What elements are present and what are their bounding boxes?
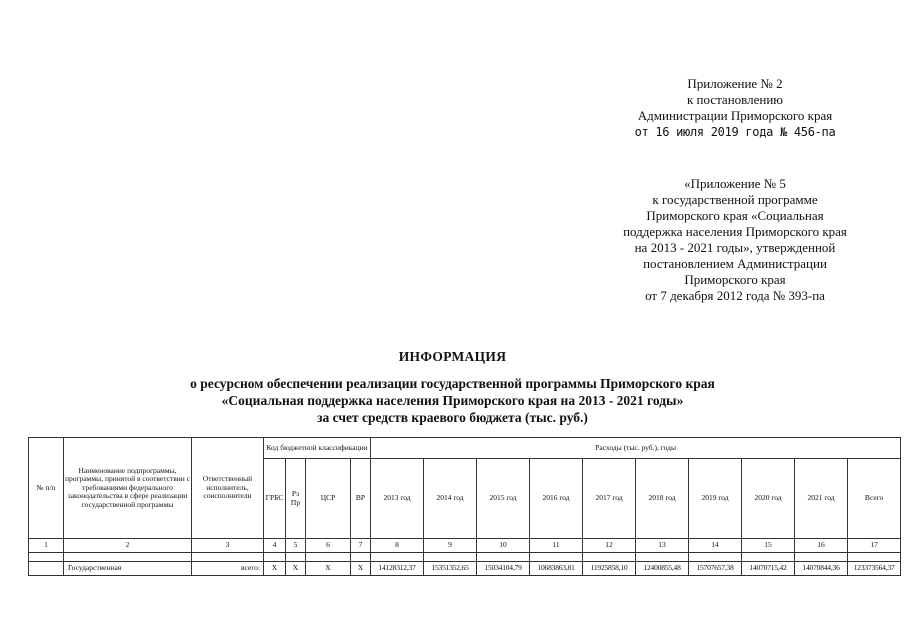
column-number: 16	[795, 539, 848, 553]
subtitle-line3: за счет средств краевого бюджета (тыс. руб.)	[317, 410, 588, 425]
document-title: ИНФОРМАЦИЯ	[398, 349, 507, 364]
header-year: 2020 год	[742, 459, 795, 539]
row-vr-cell: Х	[351, 562, 371, 576]
column-number: 1	[29, 539, 64, 553]
header-vr: ВР	[351, 459, 371, 539]
row-name-cell: Государственная	[64, 562, 192, 576]
header-year: 2019 год	[689, 459, 742, 539]
row-value-cell: 15351352,65	[424, 562, 477, 576]
header-total: Всего	[848, 459, 901, 539]
header-expenses: Расходы (тыс. руб.), годы	[371, 438, 901, 459]
appendix-2-header	[600, 76, 870, 140]
appendix-5-line: Приморского края «Социальная	[646, 208, 824, 223]
column-number: 5	[286, 539, 306, 553]
column-number: 9	[424, 539, 477, 553]
appendix-5-line: поддержка населения Приморского края	[623, 224, 847, 239]
column-number: 10	[477, 539, 530, 553]
header-year: 2021 год	[795, 459, 848, 539]
table-row	[29, 562, 901, 576]
row-executor-cell: всего:	[192, 562, 264, 576]
column-number: 7	[351, 539, 371, 553]
header-csr: ЦСР	[306, 459, 351, 539]
column-number: 17	[848, 539, 901, 553]
header-year: 2014 год	[424, 459, 477, 539]
header-year: 2017 год	[583, 459, 636, 539]
row-num-cell	[29, 562, 64, 576]
resource-table	[28, 437, 901, 576]
header-rzpr: Рз Пр	[286, 459, 306, 539]
row-csr-cell: Х	[306, 562, 351, 576]
header-year: 2013 год	[371, 459, 424, 539]
header-name: Наименование подпрограммы, программы, принятой в соответствии с требованиями федерального законодательства в сфере реализации государственной программы	[64, 438, 192, 539]
header-executor: Ответственный исполнитель, соисполнители	[192, 438, 264, 539]
appendix-5-line: «Приложение № 5	[684, 176, 786, 191]
subtitle-line1: о ресурсном обеспечении реализации государственной программы Приморского края	[190, 376, 715, 391]
row-value-cell: 15034104,79	[477, 562, 530, 576]
column-number: 2	[64, 539, 192, 553]
appendix-2-line3: Администрации Приморского края	[637, 108, 833, 123]
column-number: 4	[264, 539, 286, 553]
row-total-cell: 123373564,37	[848, 562, 901, 576]
column-number: 12	[583, 539, 636, 553]
header-grbs: ГРБС	[264, 459, 286, 539]
appendix-2-line2: к постановлению	[686, 92, 784, 107]
appendix-2-line1: Приложение № 2	[687, 76, 783, 91]
appendix-2-decree: от 16 июля 2019 года № 456-па	[634, 125, 836, 139]
column-number: 11	[530, 539, 583, 553]
appendix-5-line: на 2013 - 2021 годы», утвержденной	[634, 240, 836, 255]
row-value-cell: 14128312,37	[371, 562, 424, 576]
header-budget-code: Код бюджетной классификации	[264, 438, 371, 459]
column-number: 3	[192, 539, 264, 553]
appendix-5-line: от 7 декабря 2012 года № 393-па	[645, 288, 825, 303]
appendix-5-header	[585, 176, 885, 304]
column-number: 15	[742, 539, 795, 553]
header-year: 2018 год	[636, 459, 689, 539]
header-year: 2015 год	[477, 459, 530, 539]
column-number: 6	[306, 539, 351, 553]
row-grbs-cell: Х	[264, 562, 286, 576]
header-year: 2016 год	[530, 459, 583, 539]
subtitle-line2: «Социальная поддержка населения Приморского края на 2013 - 2021 годы»	[221, 393, 684, 408]
row-value-cell: 12400855,48	[636, 562, 689, 576]
document-subtitle	[0, 375, 905, 426]
appendix-5-line: к государственной программе	[652, 192, 818, 207]
row-value-cell: 10683863,81	[530, 562, 583, 576]
column-number: 14	[689, 539, 742, 553]
row-value-cell: 15707657,38	[689, 562, 742, 576]
column-number: 13	[636, 539, 689, 553]
row-value-cell: 11925858,10	[583, 562, 636, 576]
header-num: № п/п	[29, 438, 64, 539]
row-value-cell: 14070715,42	[742, 562, 795, 576]
appendix-5-line: постановлением Администрации	[643, 256, 827, 271]
row-value-cell: 14070844,36	[795, 562, 848, 576]
row-rzpr-cell: Х	[286, 562, 306, 576]
column-number: 8	[371, 539, 424, 553]
appendix-5-line: Приморского края	[684, 272, 786, 287]
